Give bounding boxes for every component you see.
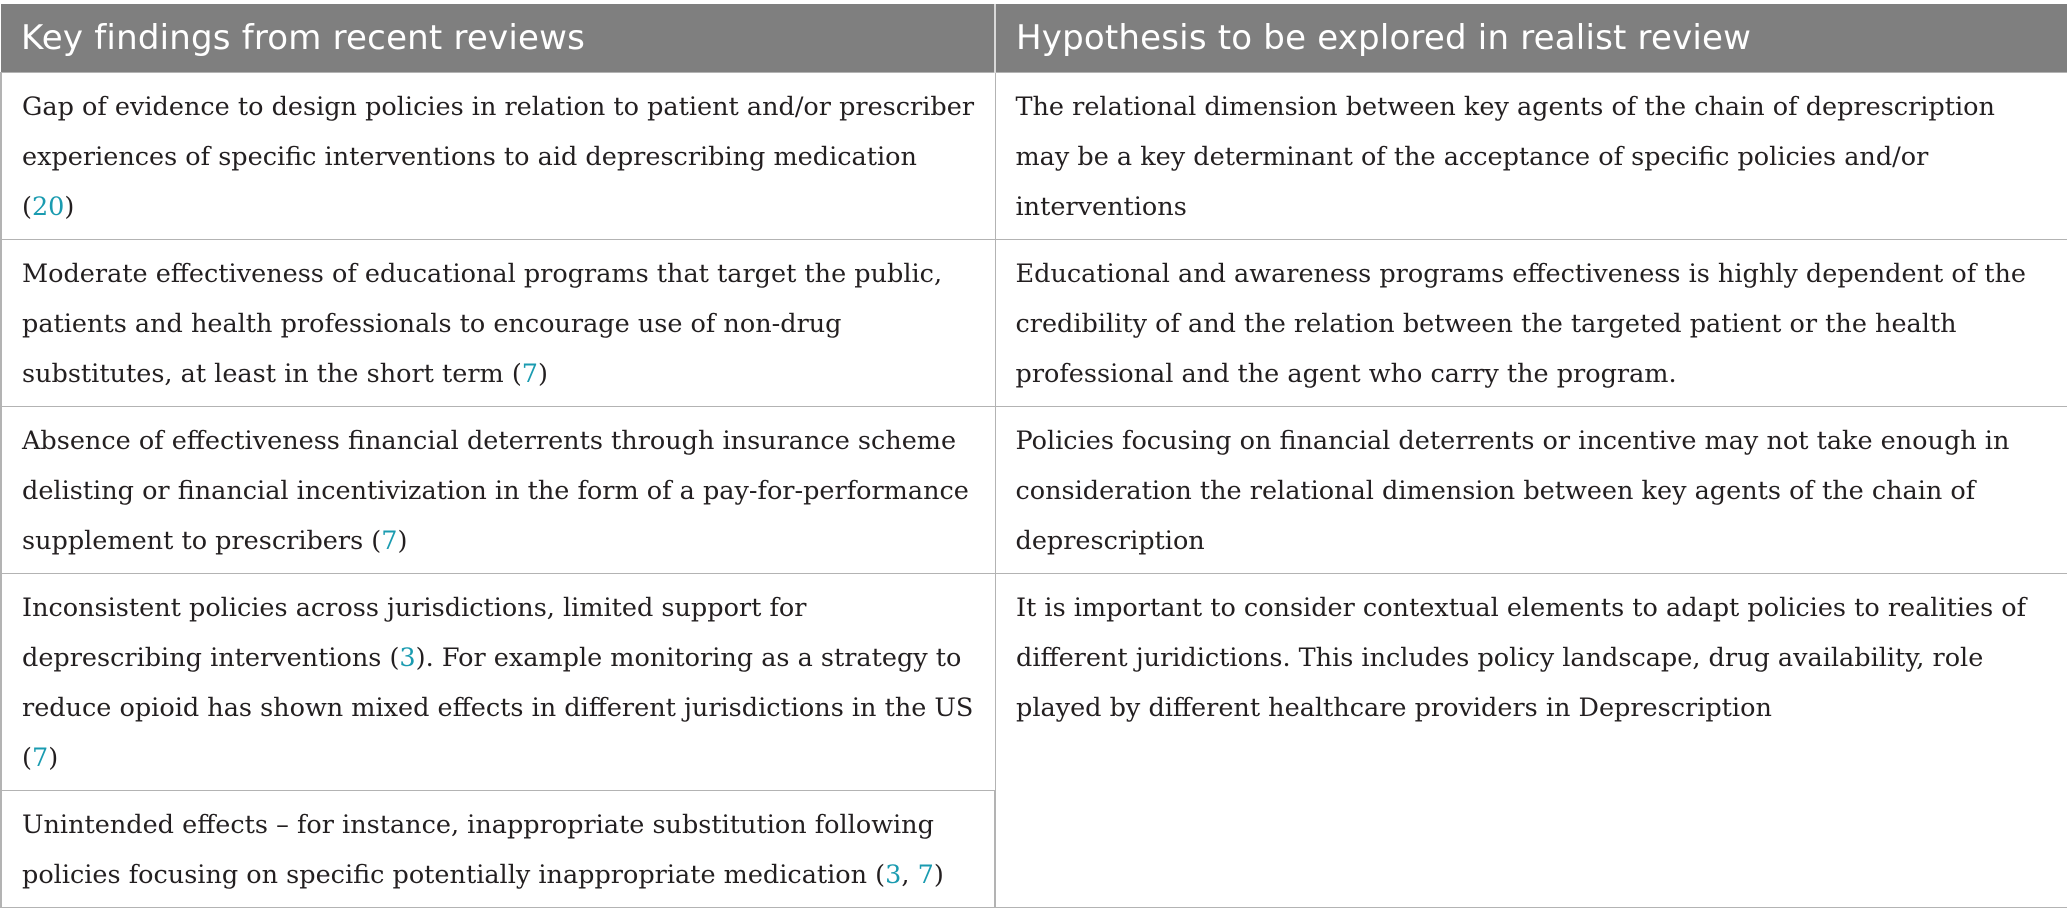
table-row (1, 406, 2067, 573)
table-row (1, 573, 2067, 790)
table-header-row (1, 4, 2067, 72)
reference-link[interactable]: 7 (381, 525, 398, 556)
finding-text: Gap of evidence to design policies in relation to patient and/or prescriber experiences of specific interventions to aid deprescribing medication ( (22, 91, 975, 222)
findings-table (0, 4, 2067, 908)
finding-text: Moderate effectiveness of educational programs that target the public, patients and health professionals to encourage use of non-drug substitutes, at least in the short term ( (22, 258, 943, 389)
finding-cell (1, 573, 995, 790)
finding-cell (1, 790, 995, 907)
finding-cell (1, 406, 995, 573)
finding-tail: ) (933, 859, 944, 890)
finding-tail: ) (397, 525, 408, 556)
reference-link[interactable]: 7 (521, 358, 539, 389)
table-row (1, 72, 2067, 239)
hypothesis-cell: Policies focusing on financial deterrents or incentive may not take enough in consideration the relational dimension between key agents of the chain of deprescription (995, 406, 2067, 573)
hypothesis-cell: It is important to consider contextual elements to adapt policies to realities of different juridictions. This includes policy landscape, drug availability, role played by different healthcare providers in Deprescription (995, 573, 2067, 907)
finding-text: Unintended effects – for instance, inappropriate substitution following policies focusing on specific potentially inappropriate medication ( (22, 809, 934, 890)
finding-tail: ) (64, 191, 75, 222)
finding-tail: ) (48, 742, 59, 773)
table-row (1, 239, 2067, 406)
reference-link[interactable]: 7 (917, 859, 934, 890)
findings-table-container (0, 4, 2067, 890)
header-key-findings: Key findings from recent reviews (1, 4, 995, 72)
reference-link[interactable]: 3 (399, 642, 416, 673)
finding-cell (1, 72, 995, 239)
reference-link[interactable]: 20 (31, 191, 65, 222)
hypothesis-cell: The relational dimension between key agents of the chain of deprescription may be a key determinant of the acceptance of specific policies and/or interventions (995, 72, 2067, 239)
finding-text: ). For example monitoring as a strategy to reduce opioid has shown mixed effects in different jurisdictions in the US ( (22, 642, 974, 773)
finding-cell (1, 239, 995, 406)
reference-link[interactable]: 7 (31, 742, 49, 773)
reference-separator: , (901, 859, 918, 890)
hypothesis-cell: Educational and awareness programs effectiveness is highly dependent of the credibility of and the relation between the targeted patient or the health professional and the agent who carry the program. (995, 239, 2067, 406)
header-hypothesis: Hypothesis to be explored in realist review (995, 4, 2067, 72)
finding-tail: ) (538, 358, 548, 389)
finding-text: Absence of effectiveness financial deterrents through insurance scheme delisting or financial incentivization in the form of a pay-for-performance supplement to prescribers ( (22, 425, 969, 556)
reference-link[interactable]: 3 (885, 859, 902, 890)
finding-text: Inconsistent policies across jurisdictions, limited support for deprescribing interventions ( (22, 592, 807, 673)
